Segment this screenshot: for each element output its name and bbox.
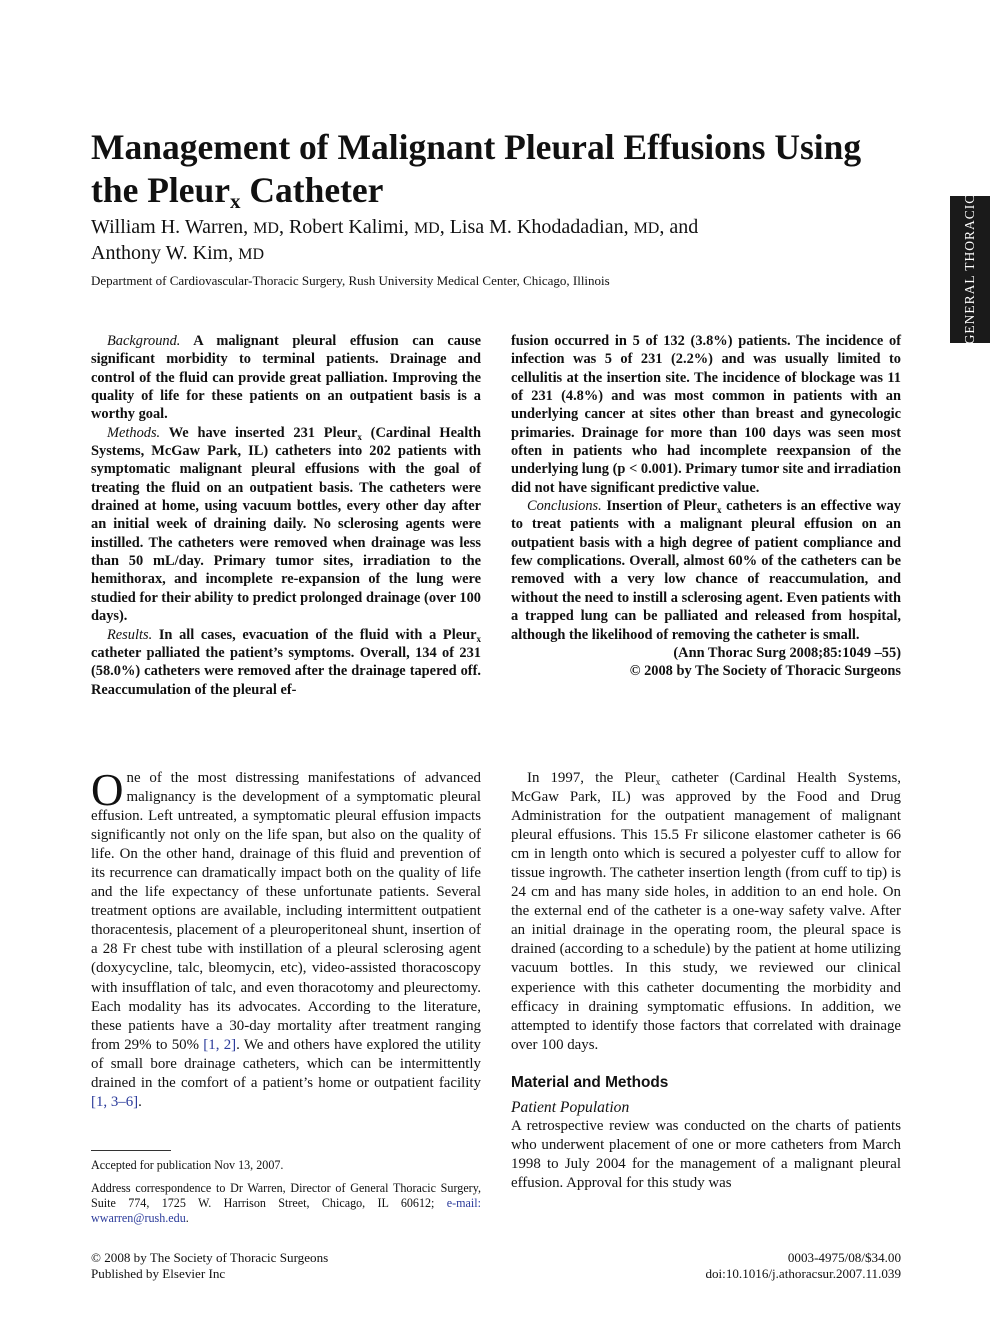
abstract-copyright: © 2008 by The Society of Thoracic Surgeons <box>629 663 901 680</box>
footer-right <box>705 1250 901 1282</box>
intro-paragraph: One of the most distressing manifestations of advanced malignancy is the development of a symptomatic pleural effusion. Left untreated, a symptomatic pleural effusion impacts significantly not only on the life span, but also on the quality of life. On the other hand, drainage of this fluid and prevention of its recurrence can dramatically impact both on the quality of life and the life expectancy of these unfortunate patients. Several treatment options are available, including intermittent outpatient thoracentesis, placement of a pleuroperitoneal shunt, insertion of a 28 Fr chest tube with instillation of a pleural sclerosing agent (doxycycline, talc, bleomycin, etc), video-assisted thoracoscopy with insufflation of talc, and even thoracotomy and pleurectomy. Each modality has its advocates. According to the literature, these patients have a 30-day mortality after treatment ranging from 29% to 50% [1, 2]. We and others have explored the utility of small bore drainage catheters, which can be intermittently drained in the comfort of a patient’s home or outpatient facility [1, 3–6]. <box>91 765 481 1110</box>
section-tab-label: GENERAL THORACIC <box>962 193 977 345</box>
footer-issn: 0003-4975/08/$34.00 <box>787 1250 901 1265</box>
body-paragraph: A retrospective review was conducted on the charts of patients who underwent placement of one or more catheters from March 1998 to July 2004 for the management of a malignant pleural effusion. Approval for this study was <box>511 1117 901 1191</box>
abstract-column-left <box>91 332 481 699</box>
body-paragraph: In 1997, the Pleur$_x$ catheter (Cardinal Health Systems, McGaw Park, IL) was approved by the Food and Drug Administration for the outpatient management of malignant pleural effusions. This 15.5 Fr silicone elastomer catheter is 66 cm in length onto which is secured a polyester cuff to allow for tissue ingrowth. The catheter insertion length (from cuff to tip) is 24 cm and has many side holes, in addition to an end hole. On the external end of the catheter is a one-way safety valve. After an initial drainage in the operating room, the pleural space is drained (according to a schedule) by the patient at home utilizing vacuum bottles. In this study, we reviewed our clinical experience with this catheter documenting the morbidity and efficacy in draining symptomatic effusions. In addition, we attempted to identify those factors that correlated with drainage over 100 days. <box>511 770 901 1053</box>
section-tab <box>950 193 990 345</box>
abstract-column-right <box>511 332 901 681</box>
body-column-left <box>91 765 481 1112</box>
author-name: William H. Warren, <box>91 216 249 238</box>
abstract-results: Results. In all cases, evacuation of the fluid with a Pleur$_x$ catheter palliated the patient’s symptoms. Overall, 134 of 231 (58.0%) catheters were removed after the drainage tapered off. Reaccumulation of the pleural ef- <box>91 626 481 698</box>
citation-link[interactable]: [1, 3–6] <box>91 1093 139 1110</box>
abstract-background: Background. A malignant pleural effusion can cause significant morbidity to terminal patients. Drainage and control of the fluid can provide great palliation. Improving the quality of life for these patients on an outpatient basis is a worthy goal. <box>91 333 481 423</box>
abstract-results-continued: fusion occurred in 5 of 132 (3.8%) patients. The incidence of infection was 5 of 231 (2.2%) and was usually limited to cellulitis at the insertion site. The incidence of blockage was 11 of 231 (4.8%) and was most common in patients with an underlying cancer at sites other than breast and gynecologic primaries. Drainage for more than 100 days was seen most often in patients who had incomplete reexpansion of the underlying lung (p < 0.001). Primary tumor site and irradiation did not have significant predictive value. <box>511 333 901 496</box>
drop-cap: O <box>91 765 124 815</box>
footnote-divider <box>91 1150 171 1151</box>
journal-citation: (Ann Thorac Surg 2008;85:1049 –55) <box>673 644 901 661</box>
footnote-accepted: Accepted for publication Nov 13, 2007. <box>91 1158 284 1172</box>
author-name: Lisa M. Khodadadian, <box>449 216 629 238</box>
footer-left <box>91 1250 328 1282</box>
author-name: Anthony W. Kim, <box>91 242 234 264</box>
abstract-methods: Methods. We have inserted 231 Pleur$_x$ (Cardinal Health Systems, McGaw Park, IL) catheters into 202 patients with symptomatic malignant pleural effusions with the goal of treating the fluid on an outpatient basis. The catheters were drained at home, using vacuum bottles, every other day after an initial week of draining daily. No sclerosing agents were instilled. The catheters were removed when drainage was less than 50 mL/day. Primary tumor sites, irradiation to the hemithorax, and incomplete re-expansion of the lung were studied for their ability to predict prolonged drainage (over 100 days). <box>91 424 481 625</box>
footer-copyright: © 2008 by The Society of Thoracic Surgeons <box>91 1250 329 1265</box>
subsection-heading: Patient Population <box>511 1098 630 1116</box>
author-name: Robert Kalimi, <box>288 216 409 238</box>
affiliation: Department of Cardiovascular-Thoracic Surgery, Rush University Medical Center, Chicago, Illinois <box>91 273 610 288</box>
section-heading: Material and Methods <box>511 1073 669 1091</box>
footnote-address: Address correspondence to Dr Warren, Director of General Thoracic Surgery, Suite 774, 1725 W. Harrison Street, Chicago, IL 60612; e-mail: wwarren@rush.edu. <box>91 1181 481 1225</box>
abstract-conclusions: Conclusions. Insertion of Pleur$_x$ catheters is an effective way to treat patients with a malignant pleural effusion on an outpatient basis with a high degree of patient compliance and few complications. Overall, almost 60% of the catheters can be removed with a very low chance of reaccumulation, and without the need to instill a sclerosing agent. Even patients with a trapped lung can be palliated and released from hospital, although the likelihood of removing the catheter is small. <box>511 498 901 643</box>
footer-publisher: Published by Elsevier Inc <box>91 1266 226 1281</box>
footer-doi[interactable]: doi:10.1016/j.athoracsur.2007.11.039 <box>705 1266 901 1281</box>
author-list: William H. Warren, MD, Robert Kalimi, MD, Lisa M. Khodadadian, MD, and Anthony W. Kim, MD <box>91 216 699 264</box>
citation-link[interactable]: [1, 2] <box>203 1036 237 1053</box>
body-column-right <box>511 769 901 1193</box>
article-title: Management of Malignant Pleural Effusions Using the Pleur$_x$ Catheter <box>91 127 862 213</box>
email-link[interactable]: e-mail: wwarren@rush.edu <box>91 1196 481 1225</box>
